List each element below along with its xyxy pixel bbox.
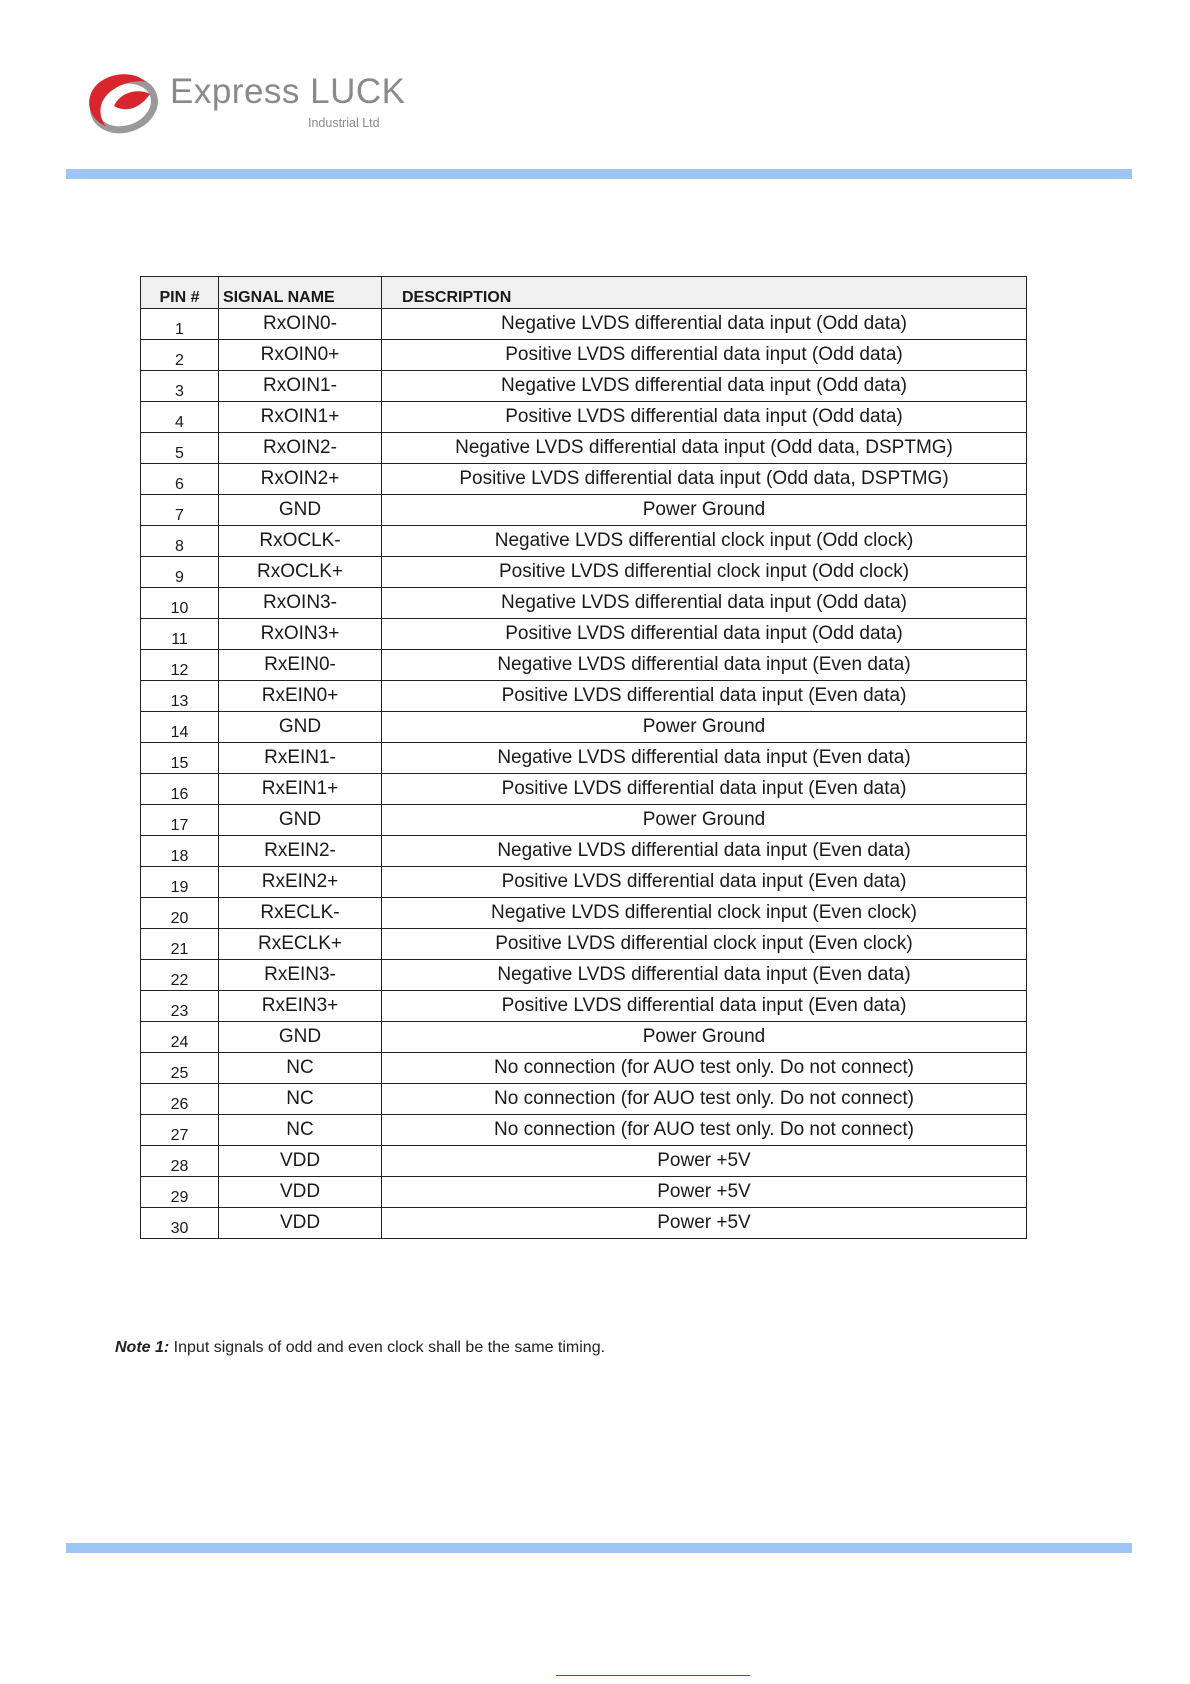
description-cell: Positive LVDS differential clock input (Odd clock): [382, 557, 1027, 588]
description-cell: Positive LVDS differential data input (Odd data): [382, 340, 1027, 371]
description-cell: Positive LVDS differential data input (Odd data, DSPTMG): [382, 464, 1027, 495]
table-row: [141, 557, 1027, 588]
description-cell: Power +5V: [382, 1146, 1027, 1177]
description-cell: Negative LVDS differential data input (Odd data): [382, 309, 1027, 340]
header-pin: PIN #: [141, 277, 219, 309]
table-row: [141, 650, 1027, 681]
description-cell: Positive LVDS differential clock input (Even clock): [382, 929, 1027, 960]
pin-number-cell: 12: [141, 650, 219, 681]
signal-name-cell: RxEIN0+: [219, 681, 382, 712]
description-cell: Positive LVDS differential data input (Even data): [382, 774, 1027, 805]
table-row: [141, 805, 1027, 836]
table-row: [141, 898, 1027, 929]
table-row: [141, 433, 1027, 464]
table-row: [141, 743, 1027, 774]
table-row: [141, 929, 1027, 960]
signal-name-cell: RxEIN0-: [219, 650, 382, 681]
table-row: [141, 960, 1027, 991]
signal-name-cell: RxEIN2-: [219, 836, 382, 867]
pin-number-cell: 21: [141, 929, 219, 960]
pin-number-cell: 2: [141, 340, 219, 371]
signal-name-cell: RxOCLK+: [219, 557, 382, 588]
description-cell: No connection (for AUO test only. Do not connect): [382, 1053, 1027, 1084]
signal-name-cell: GND: [219, 495, 382, 526]
pin-assignment-table: [140, 276, 1027, 1239]
signal-name-cell: VDD: [219, 1208, 382, 1239]
signal-name-cell: RxEIN3-: [219, 960, 382, 991]
pin-number-cell: 20: [141, 898, 219, 929]
signal-name-cell: GND: [219, 1022, 382, 1053]
description-cell: Negative LVDS differential data input (Even data): [382, 743, 1027, 774]
signal-name-cell: RxEIN1+: [219, 774, 382, 805]
description-cell: Positive LVDS differential data input (Even data): [382, 991, 1027, 1022]
pin-number-cell: 8: [141, 526, 219, 557]
footer-divider: [66, 1543, 1132, 1553]
table-row: [141, 991, 1027, 1022]
pin-number-cell: 30: [141, 1208, 219, 1239]
signal-name-cell: RxEIN3+: [219, 991, 382, 1022]
description-cell: Power Ground: [382, 495, 1027, 526]
table-row: [141, 588, 1027, 619]
description-cell: Power Ground: [382, 712, 1027, 743]
description-cell: No connection (for AUO test only. Do not connect): [382, 1115, 1027, 1146]
signal-name-cell: RxOIN2-: [219, 433, 382, 464]
description-cell: Positive LVDS differential data input (Even data): [382, 867, 1027, 898]
pin-number-cell: 13: [141, 681, 219, 712]
table-row: [141, 495, 1027, 526]
pin-number-cell: 18: [141, 836, 219, 867]
description-cell: Negative LVDS differential clock input (Even clock): [382, 898, 1027, 929]
table-row: [141, 1053, 1027, 1084]
company-name: Express LUCK: [170, 72, 406, 111]
signal-name-cell: RxOIN1+: [219, 402, 382, 433]
signal-name-cell: RxEIN2+: [219, 867, 382, 898]
pin-number-cell: 4: [141, 402, 219, 433]
pin-number-cell: 10: [141, 588, 219, 619]
description-cell: Negative LVDS differential data input (Odd data, DSPTMG): [382, 433, 1027, 464]
table-row: [141, 619, 1027, 650]
table-row: [141, 464, 1027, 495]
description-cell: Power Ground: [382, 1022, 1027, 1053]
table-row: [141, 340, 1027, 371]
pin-number-cell: 17: [141, 805, 219, 836]
pin-number-cell: 25: [141, 1053, 219, 1084]
signal-name-cell: RxOIN0+: [219, 340, 382, 371]
table-row: [141, 1177, 1027, 1208]
pin-number-cell: 27: [141, 1115, 219, 1146]
table-row: [141, 867, 1027, 898]
header-description: DESCRIPTION: [382, 277, 1027, 309]
company-subtitle: Industrial Ltd: [308, 116, 380, 130]
table-row: [141, 1115, 1027, 1146]
pin-number-cell: 6: [141, 464, 219, 495]
signal-name-cell: RxECLK+: [219, 929, 382, 960]
table-row: [141, 371, 1027, 402]
signal-name-cell: GND: [219, 805, 382, 836]
pin-table-body: [141, 309, 1027, 1239]
table-row: [141, 774, 1027, 805]
signal-name-cell: GND: [219, 712, 382, 743]
pin-number-cell: 28: [141, 1146, 219, 1177]
pin-number-cell: 3: [141, 371, 219, 402]
description-cell: Power +5V: [382, 1177, 1027, 1208]
table-row: [141, 836, 1027, 867]
table-row: [141, 1022, 1027, 1053]
signal-name-cell: NC: [219, 1115, 382, 1146]
description-cell: Positive LVDS differential data input (Odd data): [382, 619, 1027, 650]
pin-number-cell: 24: [141, 1022, 219, 1053]
note-text: Input signals of odd and even clock shall be the same timing.: [169, 1339, 606, 1356]
express-luck-logo-icon: [84, 66, 160, 136]
signal-name-cell: VDD: [219, 1177, 382, 1208]
description-cell: Power Ground: [382, 805, 1027, 836]
pin-number-cell: 19: [141, 867, 219, 898]
signal-name-cell: RxOIN1-: [219, 371, 382, 402]
table-header-row: [141, 277, 1027, 309]
pin-number-cell: 23: [141, 991, 219, 1022]
table-row: [141, 1208, 1027, 1239]
description-cell: Negative LVDS differential clock input (Odd clock): [382, 526, 1027, 557]
description-cell: Power +5V: [382, 1208, 1027, 1239]
pin-number-cell: 14: [141, 712, 219, 743]
description-cell: Negative LVDS differential data input (Even data): [382, 836, 1027, 867]
description-cell: Negative LVDS differential data input (Even data): [382, 650, 1027, 681]
table-row: [141, 1146, 1027, 1177]
table-row: [141, 712, 1027, 743]
signal-name-cell: RxOIN2+: [219, 464, 382, 495]
signal-name-cell: RxOIN3-: [219, 588, 382, 619]
description-cell: Negative LVDS differential data input (Odd data): [382, 371, 1027, 402]
signal-name-cell: RxEIN1-: [219, 743, 382, 774]
note-label: Note 1:: [115, 1339, 170, 1356]
table-row: [141, 402, 1027, 433]
pin-number-cell: 29: [141, 1177, 219, 1208]
footnote: [115, 1339, 605, 1357]
table-row: [141, 309, 1027, 340]
signal-name-cell: RxOCLK-: [219, 526, 382, 557]
pin-number-cell: 11: [141, 619, 219, 650]
header-divider: [66, 169, 1132, 179]
description-cell: Negative LVDS differential data input (Odd data): [382, 588, 1027, 619]
pin-number-cell: 26: [141, 1084, 219, 1115]
pin-number-cell: 7: [141, 495, 219, 526]
pin-number-cell: 9: [141, 557, 219, 588]
pin-number-cell: 15: [141, 743, 219, 774]
signal-name-cell: VDD: [219, 1146, 382, 1177]
header-signal-name: SIGNAL NAME: [219, 277, 382, 309]
pin-number-cell: 5: [141, 433, 219, 464]
description-cell: Positive LVDS differential data input (Even data): [382, 681, 1027, 712]
pin-number-cell: 22: [141, 960, 219, 991]
table-row: [141, 681, 1027, 712]
pin-number-cell: 1: [141, 309, 219, 340]
table-row: [141, 526, 1027, 557]
description-cell: No connection (for AUO test only. Do not connect): [382, 1084, 1027, 1115]
pin-number-cell: 16: [141, 774, 219, 805]
signal-name-cell: NC: [219, 1053, 382, 1084]
footer-link-underline[interactable]: [556, 1675, 750, 1676]
description-cell: Negative LVDS differential data input (Even data): [382, 960, 1027, 991]
signal-name-cell: RxOIN3+: [219, 619, 382, 650]
signal-name-cell: NC: [219, 1084, 382, 1115]
description-cell: Positive LVDS differential data input (Odd data): [382, 402, 1027, 433]
signal-name-cell: RxOIN0-: [219, 309, 382, 340]
table-row: [141, 1084, 1027, 1115]
company-logo: [84, 62, 414, 142]
signal-name-cell: RxECLK-: [219, 898, 382, 929]
